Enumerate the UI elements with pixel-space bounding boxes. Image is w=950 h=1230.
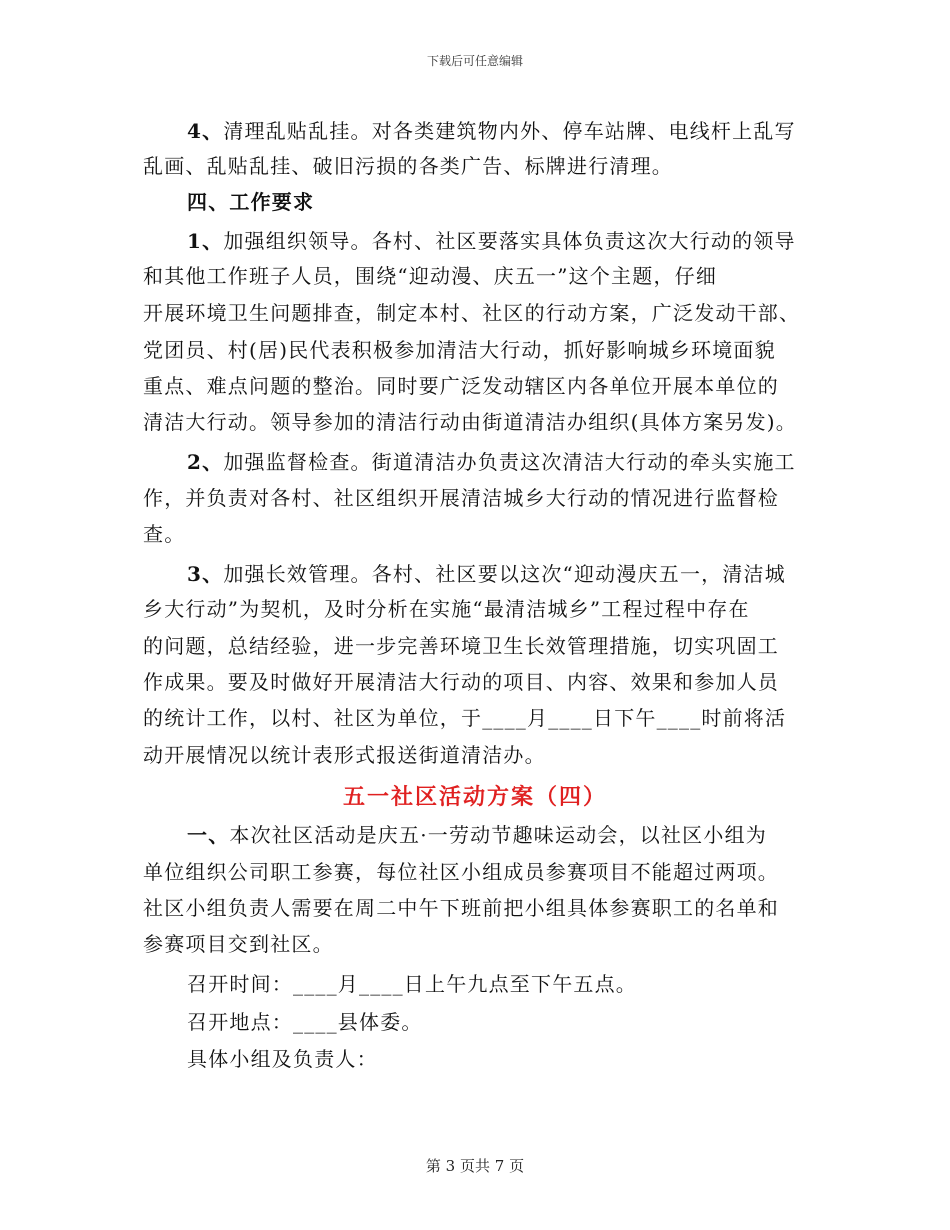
req3-line: 乡大行动”为契机，及时分析在实施“最清洁城乡”工程过程中存在	[143, 597, 750, 621]
req3-text: 加强长效管理。各村、社区要以这次“迎动漫庆五一，清洁城	[223, 562, 786, 586]
intro-line: 参赛项目交到社区。	[143, 932, 334, 956]
req2-line	[0, 450, 950, 474]
meeting-place: 召开地点：____县体委。	[187, 1010, 423, 1034]
page-number: 第 3 页共 7 页	[425, 1157, 525, 1175]
req1-line: 重点、难点问题的整治。同时要广泛发动辖区内各单位开展本单位的	[143, 374, 779, 398]
meeting-time: 召开时间：____月____日上午九点至下午五点。	[187, 972, 637, 996]
item4-number: 4、	[187, 119, 224, 143]
req1-line: 党团员、村(居)民代表积极参加清洁大行动，抓好影响城乡环境面貌	[143, 338, 776, 362]
req1-line: 开展环境卫生问题排查，制定本村、社区的行动方案，广泛发动干部、	[143, 301, 801, 325]
req3-line: 的问题，总结经验，进一步完善环境卫生长效管理措施，切实巩固工	[143, 634, 779, 658]
req1-text: 加强组织领导。各村、社区要落实具体负责这次大行动的领导	[223, 229, 796, 253]
groups-heading: 具体小组及负责人：	[187, 1047, 378, 1071]
req1-line: 和其他工作班子人员，围绕“迎动漫、庆五一”这个主题，仔细	[143, 264, 718, 288]
req1-line: 清洁大行动。领导参加的清洁行动由街道清洁办组织(具体方案另发)。	[143, 410, 798, 434]
req2-line: 查。	[143, 522, 186, 546]
req3-number: 3、	[187, 562, 224, 586]
req3-line	[0, 562, 950, 586]
req1-number: 1、	[187, 229, 224, 253]
req3-line: 动开展情况以统计表形式报送街道清洁办。	[143, 743, 546, 767]
req3-line: 的统计工作，以村、社区为单位，于____月____日下午____时前将活	[143, 706, 787, 730]
item4-line2: 乱画、乱贴乱挂、破旧污损的各类广告、标牌进行清理。	[143, 154, 673, 178]
req3-line: 作成果。要及时做好开展清洁大行动的项目、内容、效果和参加人员	[143, 670, 779, 694]
header-note: 下载后可任意编辑	[426, 54, 523, 68]
req1-line	[0, 229, 950, 253]
item4-text: 清理乱贴乱挂。对各类建筑物内外、停车站牌、电线杆上乱写	[223, 119, 796, 143]
req2-text: 加强监督检查。街道清洁办负责这次清洁大行动的牵头实施工	[223, 450, 796, 474]
item4-line1	[0, 119, 950, 143]
intro-number: 一、	[187, 823, 230, 847]
req2-number: 2、	[187, 450, 224, 474]
section-heading: 四、工作要求	[187, 190, 315, 214]
intro-line	[0, 823, 950, 847]
plan-title: 五一社区活动方案（四）	[342, 784, 607, 810]
req2-line: 作，并负责对各村、社区组织开展清洁城乡大行动的情况进行监督检	[143, 486, 779, 510]
intro-line: 社区小组负责人需要在周二中午下班前把小组具体参赛职工的名单和	[143, 896, 779, 920]
intro-text: 本次社区活动是庆五·一劳动节趣味运动会，以社区小组为	[229, 823, 767, 847]
intro-line: 单位组织公司职工参赛，每位社区小组成员参赛项目不能超过两项。	[143, 860, 779, 884]
